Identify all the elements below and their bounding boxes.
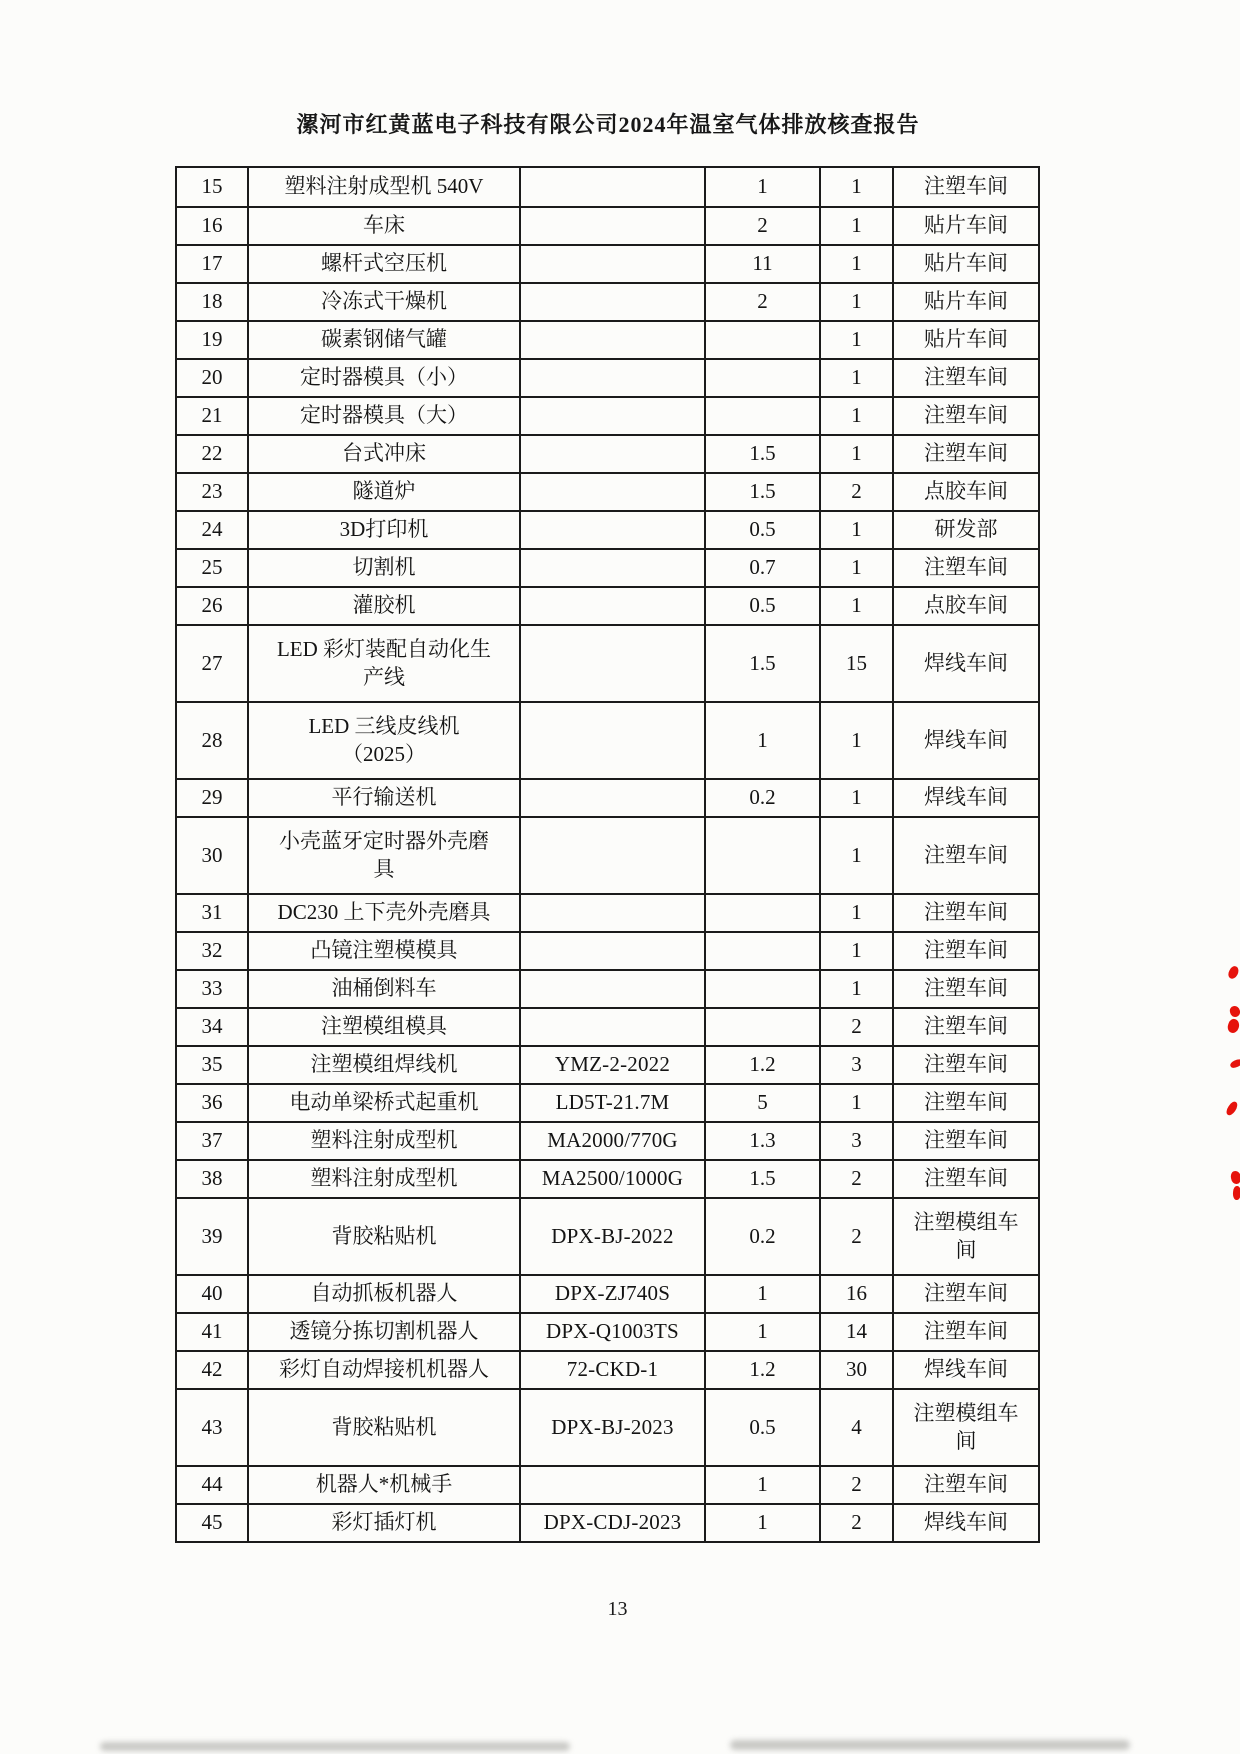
row-serial-number: 23 bbox=[201, 479, 223, 504]
equipment-power bbox=[704, 398, 819, 434]
equipment-quantity: 1 bbox=[819, 208, 892, 244]
equipment-power: 1.5 bbox=[704, 436, 819, 472]
equipment-quantity: 1 bbox=[819, 818, 892, 893]
equipment-power: 1.5 bbox=[704, 626, 819, 701]
red-ink-mark bbox=[1226, 1018, 1240, 1035]
table-row bbox=[177, 1197, 1038, 1274]
row-serial-number: 17 bbox=[201, 251, 223, 276]
equipment-name: 注塑模组焊线机 bbox=[247, 1047, 519, 1083]
equipment-name: 背胶粘贴机 bbox=[247, 1199, 519, 1274]
equipment-name: 灌胶机 bbox=[247, 588, 519, 624]
equipment-quantity: 14 bbox=[819, 1314, 892, 1350]
equipment-name: 彩灯插灯机 bbox=[247, 1505, 519, 1541]
equipment-workshop: 注塑车间 bbox=[892, 933, 1038, 969]
equipment-model bbox=[519, 246, 704, 282]
equipment-name: 机器人*机械手 bbox=[247, 1467, 519, 1503]
table-row bbox=[177, 472, 1038, 510]
equipment-name: 车床 bbox=[247, 208, 519, 244]
row-serial-number: 25 bbox=[201, 555, 223, 580]
equipment-power bbox=[704, 360, 819, 396]
table-row bbox=[177, 206, 1038, 244]
equipment-model: MA2500/1000G bbox=[519, 1161, 704, 1197]
equipment-quantity: 1 bbox=[819, 168, 892, 206]
row-serial-number: 45 bbox=[201, 1510, 223, 1535]
equipment-power: 0.2 bbox=[704, 1199, 819, 1274]
equipment-model: DPX-CDJ-2023 bbox=[519, 1505, 704, 1541]
scan-edge-smudge bbox=[730, 1740, 1130, 1750]
equipment-power bbox=[704, 895, 819, 931]
equipment-model bbox=[519, 1009, 704, 1045]
table-row bbox=[177, 434, 1038, 472]
equipment-model: 72-CKD-1 bbox=[519, 1352, 704, 1388]
equipment-name: 彩灯自动焊接机机器人 bbox=[247, 1352, 519, 1388]
red-ink-mark bbox=[1226, 965, 1240, 981]
equipment-workshop: 焊线车间 bbox=[892, 780, 1038, 816]
table-row bbox=[177, 1159, 1038, 1197]
equipment-model bbox=[519, 703, 704, 778]
equipment-quantity: 15 bbox=[819, 626, 892, 701]
equipment-model: DPX-Q1003TS bbox=[519, 1314, 704, 1350]
equipment-workshop: 贴片车间 bbox=[892, 246, 1038, 282]
row-serial-number: 37 bbox=[201, 1128, 223, 1153]
row-serial-number: 19 bbox=[201, 327, 223, 352]
table-row bbox=[177, 510, 1038, 548]
equipment-workshop: 焊线车间 bbox=[892, 703, 1038, 778]
equipment-name: LED 三线皮线机 （2025） bbox=[247, 703, 519, 778]
equipment-model bbox=[519, 512, 704, 548]
equipment-power: 0.5 bbox=[704, 512, 819, 548]
equipment-quantity: 1 bbox=[819, 895, 892, 931]
equipment-quantity: 1 bbox=[819, 246, 892, 282]
table-row bbox=[177, 701, 1038, 778]
equipment-workshop: 注塑车间 bbox=[892, 1314, 1038, 1350]
equipment-workshop: 贴片车间 bbox=[892, 284, 1038, 320]
equipment-name: 平行输送机 bbox=[247, 780, 519, 816]
row-serial-number: 36 bbox=[201, 1090, 223, 1115]
equipment-quantity: 2 bbox=[819, 1009, 892, 1045]
equipment-workshop: 焊线车间 bbox=[892, 1505, 1038, 1541]
equipment-name: 冷冻式干燥机 bbox=[247, 284, 519, 320]
equipment-quantity: 1 bbox=[819, 360, 892, 396]
equipment-model: LD5T-21.7M bbox=[519, 1085, 704, 1121]
equipment-name: 油桶倒料车 bbox=[247, 971, 519, 1007]
equipment-model bbox=[519, 168, 704, 206]
row-serial-number: 27 bbox=[201, 650, 223, 675]
equipment-workshop: 注塑车间 bbox=[892, 818, 1038, 893]
red-ink-mark bbox=[1233, 1186, 1240, 1201]
row-serial-number: 31 bbox=[201, 900, 223, 925]
equipment-power: 1 bbox=[704, 1314, 819, 1350]
equipment-power: 1 bbox=[704, 168, 819, 206]
table-row bbox=[177, 244, 1038, 282]
equipment-quantity: 1 bbox=[819, 512, 892, 548]
table-row bbox=[177, 969, 1038, 1007]
equipment-workshop: 注塑车间 bbox=[892, 1085, 1038, 1121]
equipment-power: 1.5 bbox=[704, 1161, 819, 1197]
equipment-power bbox=[704, 322, 819, 358]
equipment-power: 0.5 bbox=[704, 588, 819, 624]
equipment-quantity: 1 bbox=[819, 436, 892, 472]
row-serial-number: 43 bbox=[201, 1414, 223, 1439]
table-row bbox=[177, 282, 1038, 320]
equipment-quantity: 2 bbox=[819, 1505, 892, 1541]
equipment-quantity: 1 bbox=[819, 550, 892, 586]
equipment-model bbox=[519, 588, 704, 624]
table-row bbox=[177, 358, 1038, 396]
equipment-workshop: 注塑车间 bbox=[892, 168, 1038, 206]
equipment-power: 1.3 bbox=[704, 1123, 819, 1159]
equipment-quantity: 1 bbox=[819, 1085, 892, 1121]
row-serial-number: 22 bbox=[201, 441, 223, 466]
equipment-workshop: 注塑车间 bbox=[892, 971, 1038, 1007]
equipment-model: DPX-BJ-2023 bbox=[519, 1390, 704, 1465]
table-row bbox=[177, 893, 1038, 931]
equipment-workshop: 焊线车间 bbox=[892, 1352, 1038, 1388]
table-row bbox=[177, 1083, 1038, 1121]
equipment-model: YMZ-2-2022 bbox=[519, 1047, 704, 1083]
equipment-name: 台式冲床 bbox=[247, 436, 519, 472]
equipment-workshop: 注塑车间 bbox=[892, 360, 1038, 396]
equipment-workshop: 注塑车间 bbox=[892, 1047, 1038, 1083]
equipment-model bbox=[519, 208, 704, 244]
row-serial-number: 29 bbox=[201, 785, 223, 810]
equipment-workshop: 注塑模组车间 bbox=[892, 1199, 1038, 1274]
equipment-quantity: 2 bbox=[819, 1199, 892, 1274]
equipment-model bbox=[519, 284, 704, 320]
equipment-power bbox=[704, 971, 819, 1007]
equipment-workshop: 点胶车间 bbox=[892, 588, 1038, 624]
row-serial-number: 41 bbox=[201, 1319, 223, 1344]
equipment-quantity: 4 bbox=[819, 1390, 892, 1465]
equipment-workshop: 贴片车间 bbox=[892, 208, 1038, 244]
equipment-quantity: 2 bbox=[819, 1467, 892, 1503]
equipment-quantity: 1 bbox=[819, 322, 892, 358]
equipment-name: 螺杆式空压机 bbox=[247, 246, 519, 282]
row-serial-number: 20 bbox=[201, 365, 223, 390]
table-row bbox=[177, 624, 1038, 701]
row-serial-number: 21 bbox=[201, 403, 223, 428]
equipment-name: DC230 上下壳外壳磨具 bbox=[247, 895, 519, 931]
equipment-name: 塑料注射成型机 bbox=[247, 1123, 519, 1159]
equipment-workshop: 注塑模组车间 bbox=[892, 1390, 1038, 1465]
equipment-model bbox=[519, 436, 704, 472]
equipment-name: 透镜分拣切割机器人 bbox=[247, 1314, 519, 1350]
equipment-model bbox=[519, 398, 704, 434]
equipment-quantity: 1 bbox=[819, 588, 892, 624]
equipment-power: 11 bbox=[704, 246, 819, 282]
equipment-name: 电动单梁桥式起重机 bbox=[247, 1085, 519, 1121]
red-ink-mark bbox=[1229, 1005, 1240, 1018]
equipment-workshop: 注塑车间 bbox=[892, 1467, 1038, 1503]
table-row bbox=[177, 1312, 1038, 1350]
equipment-workshop: 注塑车间 bbox=[892, 895, 1038, 931]
row-serial-number: 40 bbox=[201, 1281, 223, 1306]
table-row bbox=[177, 1388, 1038, 1465]
table-row bbox=[177, 816, 1038, 893]
row-serial-number: 32 bbox=[201, 938, 223, 963]
row-serial-number: 38 bbox=[201, 1166, 223, 1191]
page-number: 13 bbox=[607, 1598, 628, 1620]
equipment-table bbox=[175, 166, 1040, 1543]
equipment-power: 1 bbox=[704, 703, 819, 778]
equipment-name: 注塑模组模具 bbox=[247, 1009, 519, 1045]
row-serial-number: 28 bbox=[201, 727, 223, 752]
table-row bbox=[177, 1465, 1038, 1503]
equipment-model: DPX-ZJ740S bbox=[519, 1276, 704, 1312]
equipment-power bbox=[704, 818, 819, 893]
equipment-model bbox=[519, 895, 704, 931]
equipment-quantity: 3 bbox=[819, 1047, 892, 1083]
table-row bbox=[177, 1007, 1038, 1045]
table-row bbox=[177, 1350, 1038, 1388]
equipment-name: 凸镜注塑模模具 bbox=[247, 933, 519, 969]
row-serial-number: 42 bbox=[201, 1357, 223, 1382]
equipment-quantity: 3 bbox=[819, 1123, 892, 1159]
scan-edge-smudge bbox=[100, 1742, 570, 1751]
equipment-model: MA2000/770G bbox=[519, 1123, 704, 1159]
equipment-quantity: 16 bbox=[819, 1276, 892, 1312]
equipment-quantity: 1 bbox=[819, 780, 892, 816]
equipment-model bbox=[519, 626, 704, 701]
equipment-power: 2 bbox=[704, 208, 819, 244]
row-serial-number: 15 bbox=[201, 174, 223, 199]
row-serial-number: 24 bbox=[201, 517, 223, 542]
report-header-title: 漯河市红黄蓝电子科技有限公司2024年温室气体排放核查报告 bbox=[296, 112, 920, 137]
table-row bbox=[177, 586, 1038, 624]
equipment-power bbox=[704, 933, 819, 969]
equipment-model: DPX-BJ-2022 bbox=[519, 1199, 704, 1274]
equipment-workshop: 注塑车间 bbox=[892, 398, 1038, 434]
equipment-name: 小壳蓝牙定时器外壳磨具 bbox=[247, 818, 519, 893]
equipment-quantity: 1 bbox=[819, 703, 892, 778]
equipment-model bbox=[519, 360, 704, 396]
table-row bbox=[177, 931, 1038, 969]
row-serial-number: 33 bbox=[201, 976, 223, 1001]
equipment-workshop: 点胶车间 bbox=[892, 474, 1038, 510]
equipment-model bbox=[519, 550, 704, 586]
equipment-workshop: 注塑车间 bbox=[892, 1276, 1038, 1312]
table-row bbox=[177, 1121, 1038, 1159]
row-serial-number: 16 bbox=[201, 213, 223, 238]
equipment-power: 1 bbox=[704, 1276, 819, 1312]
equipment-power bbox=[704, 1009, 819, 1045]
table-row bbox=[177, 778, 1038, 816]
equipment-model bbox=[519, 1467, 704, 1503]
equipment-power: 0.7 bbox=[704, 550, 819, 586]
equipment-model bbox=[519, 474, 704, 510]
table-row bbox=[177, 168, 1038, 206]
equipment-quantity: 1 bbox=[819, 284, 892, 320]
equipment-power: 0.5 bbox=[704, 1390, 819, 1465]
row-serial-number: 44 bbox=[201, 1472, 223, 1497]
row-serial-number: 26 bbox=[201, 593, 223, 618]
equipment-power: 1.2 bbox=[704, 1352, 819, 1388]
table-row bbox=[177, 548, 1038, 586]
equipment-power: 5 bbox=[704, 1085, 819, 1121]
row-serial-number: 34 bbox=[201, 1014, 223, 1039]
equipment-model bbox=[519, 933, 704, 969]
equipment-workshop: 注塑车间 bbox=[892, 1123, 1038, 1159]
red-ink-mark bbox=[1229, 1058, 1240, 1070]
table-row bbox=[177, 1503, 1038, 1541]
equipment-name: LED 彩灯装配自动化生产线 bbox=[247, 626, 519, 701]
equipment-model bbox=[519, 818, 704, 893]
row-serial-number: 30 bbox=[201, 842, 223, 867]
equipment-quantity: 1 bbox=[819, 398, 892, 434]
equipment-model bbox=[519, 322, 704, 358]
equipment-workshop: 贴片车间 bbox=[892, 322, 1038, 358]
equipment-power: 2 bbox=[704, 284, 819, 320]
equipment-name: 隧道炉 bbox=[247, 474, 519, 510]
equipment-quantity: 2 bbox=[819, 1161, 892, 1197]
equipment-quantity: 30 bbox=[819, 1352, 892, 1388]
row-serial-number: 18 bbox=[201, 289, 223, 314]
equipment-workshop: 研发部 bbox=[892, 512, 1038, 548]
table-row bbox=[177, 396, 1038, 434]
equipment-power: 1 bbox=[704, 1467, 819, 1503]
red-ink-mark bbox=[1224, 1100, 1239, 1117]
row-serial-number: 35 bbox=[201, 1052, 223, 1077]
row-serial-number: 39 bbox=[201, 1223, 223, 1248]
equipment-name: 切割机 bbox=[247, 550, 519, 586]
equipment-workshop: 焊线车间 bbox=[892, 626, 1038, 701]
equipment-quantity: 2 bbox=[819, 474, 892, 510]
table-row bbox=[177, 1045, 1038, 1083]
equipment-model bbox=[519, 780, 704, 816]
equipment-quantity: 1 bbox=[819, 933, 892, 969]
equipment-name: 自动抓板机器人 bbox=[247, 1276, 519, 1312]
equipment-name: 碳素钢储气罐 bbox=[247, 322, 519, 358]
equipment-workshop: 注塑车间 bbox=[892, 550, 1038, 586]
equipment-workshop: 注塑车间 bbox=[892, 1009, 1038, 1045]
equipment-power: 1 bbox=[704, 1505, 819, 1541]
equipment-power: 1.5 bbox=[704, 474, 819, 510]
equipment-name: 3D打印机 bbox=[247, 512, 519, 548]
equipment-name: 定时器模具（大） bbox=[247, 398, 519, 434]
equipment-model bbox=[519, 971, 704, 1007]
equipment-quantity: 1 bbox=[819, 971, 892, 1007]
equipment-name: 背胶粘贴机 bbox=[247, 1390, 519, 1465]
equipment-workshop: 注塑车间 bbox=[892, 1161, 1038, 1197]
equipment-power: 0.2 bbox=[704, 780, 819, 816]
red-ink-mark bbox=[1230, 1170, 1240, 1184]
equipment-name: 定时器模具（小） bbox=[247, 360, 519, 396]
equipment-workshop: 注塑车间 bbox=[892, 436, 1038, 472]
equipment-name: 塑料注射成型机 bbox=[247, 1161, 519, 1197]
table-row bbox=[177, 320, 1038, 358]
equipment-name: 塑料注射成型机 540V bbox=[247, 168, 519, 206]
equipment-power: 1.2 bbox=[704, 1047, 819, 1083]
table-row bbox=[177, 1274, 1038, 1312]
